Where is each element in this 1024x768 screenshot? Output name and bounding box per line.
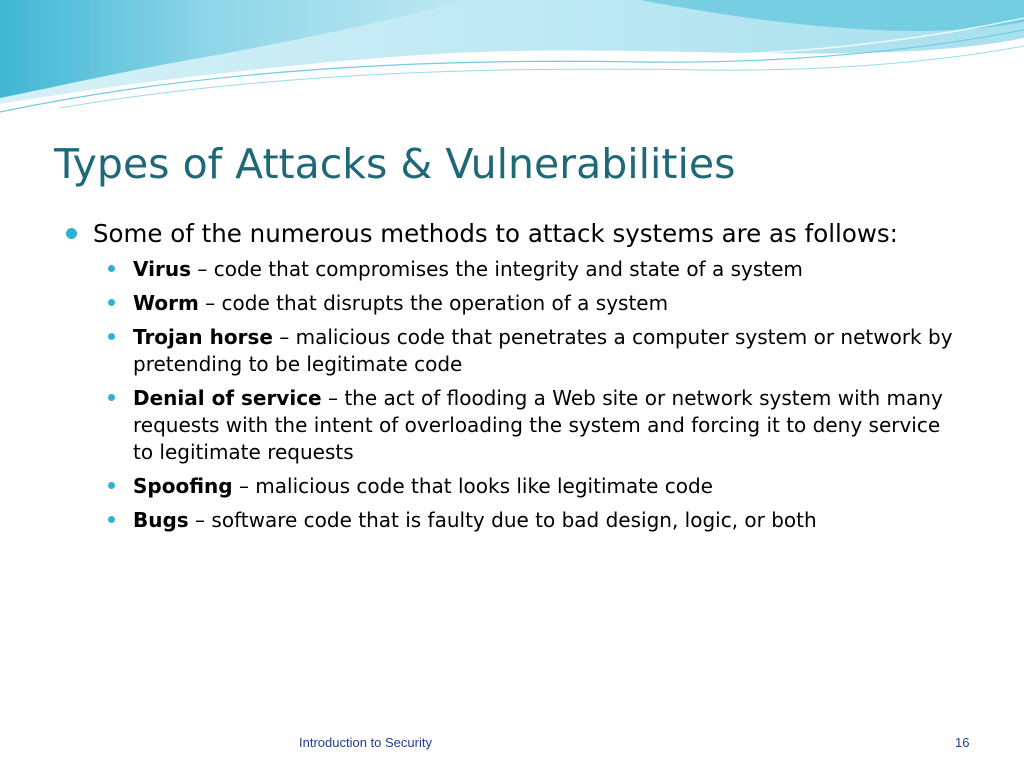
- slide-body: [64, 218, 954, 541]
- list-item: [104, 256, 954, 283]
- slide-title: Types of Attacks & Vulnerabilities: [54, 140, 736, 188]
- item-term: Virus: [133, 257, 191, 281]
- item-description: – the act of flooding a Web site or network system with many requests with the intent of overloading the system and forcing it to deny service to legitimate requests: [133, 386, 943, 464]
- item-description: – malicious code that penetrates a computer system or network by pretending to be legitimate code: [133, 325, 953, 376]
- bullet-dot-icon: [108, 265, 115, 272]
- item-term: Trojan horse: [133, 325, 273, 349]
- list-item: [104, 507, 954, 534]
- bullet-dot-icon: [66, 228, 77, 239]
- attack-list: [64, 256, 954, 534]
- list-item: [104, 385, 954, 466]
- item-description: – code that compromises the integrity and state of a system: [191, 257, 803, 281]
- item-term: Denial of service: [133, 386, 322, 410]
- bullet-dot-icon: [108, 516, 115, 523]
- list-item: [104, 290, 954, 317]
- bullet-dot-icon: [108, 333, 115, 340]
- list-item: [104, 324, 954, 378]
- item-term: Spoofing: [133, 474, 233, 498]
- list-item: [104, 473, 954, 500]
- item-description: – malicious code that looks like legitimate code: [232, 474, 713, 498]
- bullet-dot-icon: [108, 394, 115, 401]
- item-description: – software code that is faulty due to bad design, logic, or both: [188, 508, 817, 532]
- item-term: Bugs: [133, 508, 189, 532]
- bullet-dot-icon: [108, 482, 115, 489]
- item-description: – code that disrupts the operation of a system: [198, 291, 669, 315]
- intro-text: Some of the numerous methods to attack systems are as follows:: [93, 219, 898, 248]
- footer-text: Introduction to Security: [299, 735, 432, 750]
- intro-bullet: [64, 218, 954, 250]
- page-number: 16: [955, 735, 970, 750]
- header-wave-decoration: [0, 0, 1024, 120]
- bullet-dot-icon: [108, 299, 115, 306]
- item-term: Worm: [133, 291, 199, 315]
